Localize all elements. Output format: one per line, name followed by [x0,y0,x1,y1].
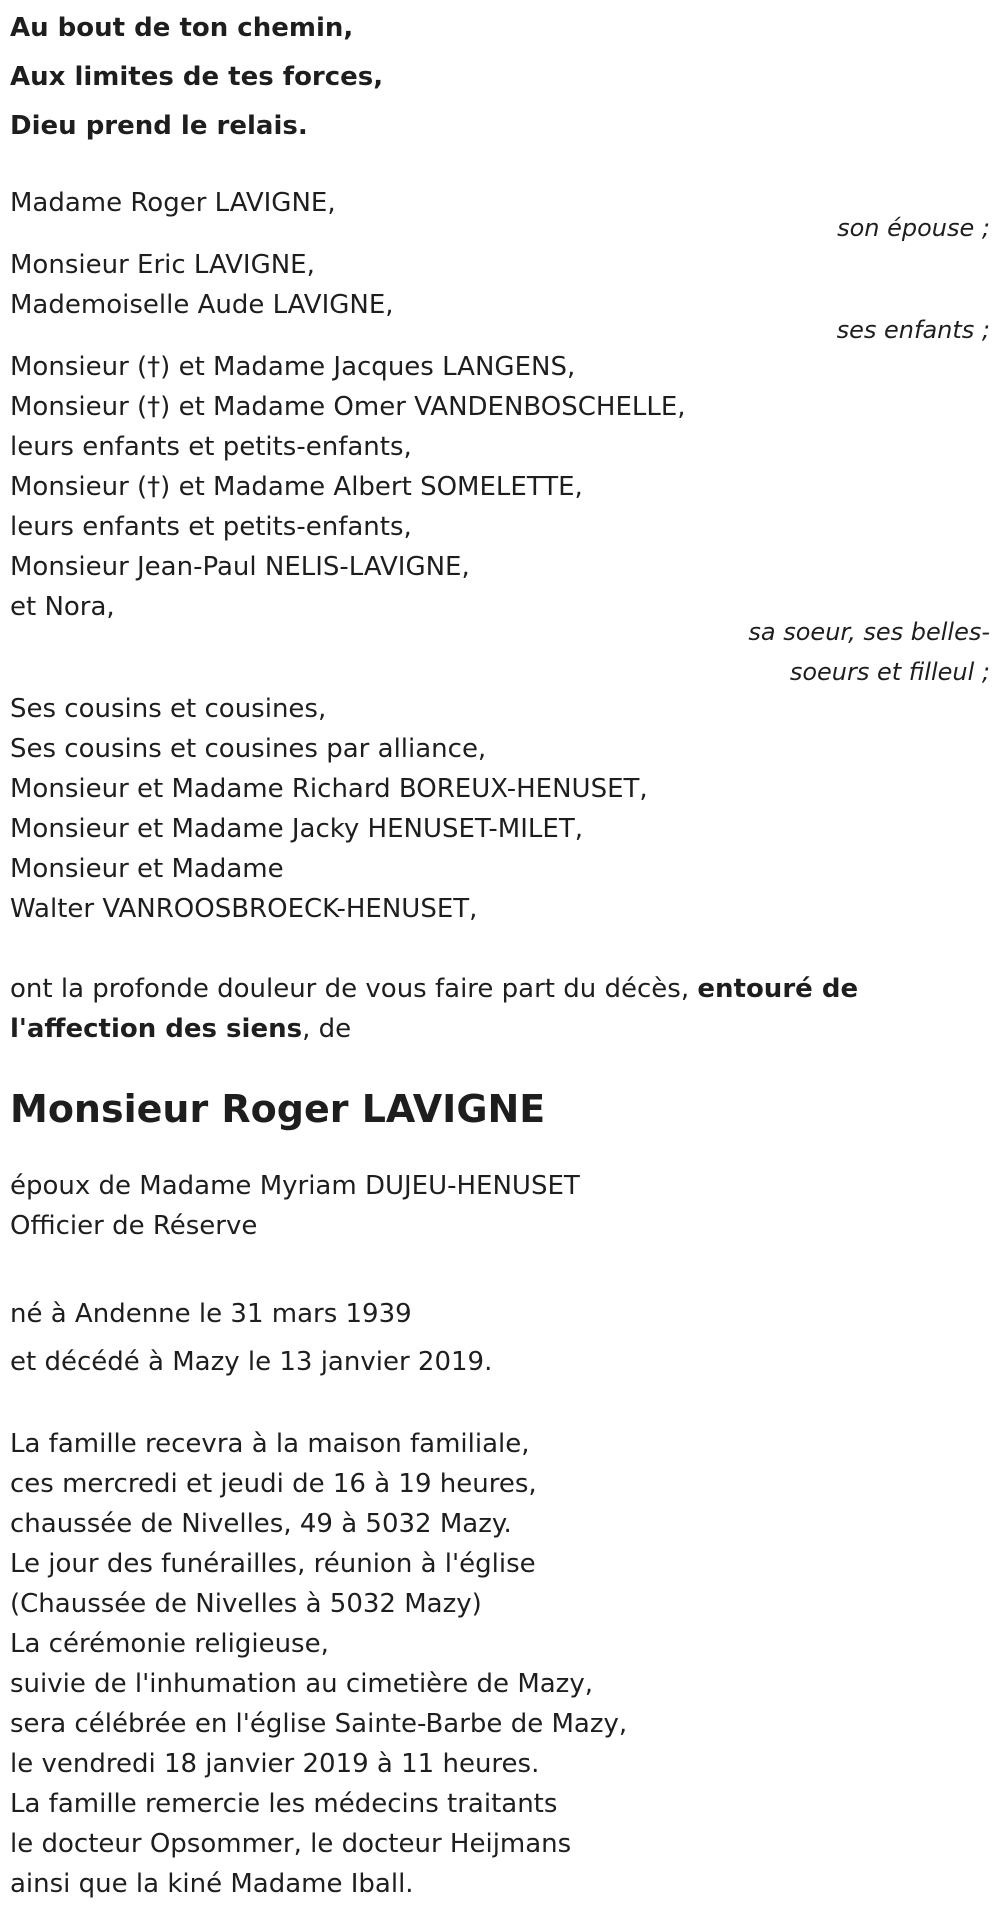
sibling-line: leurs enfants et petits-enfants, [10,432,412,462]
motto-line: Au bout de ton chemin, [10,13,354,43]
motto-line: Aux limites de tes forces, [10,62,384,92]
announcement-line-2 [10,1009,858,1049]
announcement-bold-b: l'affection des siens [10,1014,303,1044]
announcement-tail: , de [302,1014,352,1044]
detail-line: (Chaussée de Nivelles à 5032 Mazy) [10,1589,482,1619]
birth-line: né à Andenne le 31 mars 1939 [10,1299,412,1329]
siblings-role [10,612,990,692]
motto [10,4,383,151]
child-line: Monsieur Eric LAVIGNE, [10,250,315,280]
relative-line: Ses cousins et cousines par alliance, [10,734,487,764]
detail-line: ces mercredi et jeudi de 16 à 19 heures, [10,1469,537,1499]
others-list [10,689,648,929]
detail-line: le vendredi 18 janvier 2019 à 11 heures. [10,1749,540,1779]
detail-line: Le jour des funérailles, réunion à l'église [10,1549,536,1579]
detail-line: le docteur Opsommer, le docteur Heijmans [10,1829,572,1859]
motto-line: Dieu prend le relais. [10,111,308,141]
relative-line: Monsieur et Madame Richard BOREUX-HENUSET, [10,774,648,804]
relative-line: Walter VANROOSBROECK-HENUSET, [10,894,478,924]
detail-line: La famille recevra à la maison familiale, [10,1429,530,1459]
dates [10,1290,492,1386]
sibling-line: leurs enfants et petits-enfants, [10,512,412,542]
announcement-line-1 [10,969,858,1009]
sibling-line: Monsieur (†) et Madame Albert SOMELETTE, [10,472,583,502]
sibling-line: Monsieur (†) et Madame Jacques LANGENS, [10,352,576,382]
announcement [10,969,858,1049]
spouse-of: époux de Madame Myriam DUJEU-HENUSET [10,1171,580,1201]
sibling-line: et Nora, [10,592,115,622]
children-role: ses enfants ; [836,316,990,344]
detail-line: chaussée de Nivelles, 49 à 5032 Mazy. [10,1509,512,1539]
announcement-intro: ont la profonde douleur de vous faire part du décès, [10,974,698,1004]
detail-line: La cérémonie religieuse, [10,1629,329,1659]
detail-line: La famille remercie les médecins traitants [10,1789,558,1819]
deceased-name: Monsieur Roger LAVIGNE [10,1087,546,1131]
detail-line: ainsi que la kiné Madame Iball. [10,1869,414,1899]
sibling-line: Monsieur Jean-Paul NELIS-LAVIGNE, [10,552,470,582]
announcement-bold-a: entouré de [697,974,859,1004]
deceased-title: Officier de Réserve [10,1211,258,1241]
detail-line: sera célébrée en l'église Sainte-Barbe de Mazy, [10,1709,628,1739]
spouse-role: son épouse ; [837,214,990,242]
siblings-role-line: sa soeur, ses belles- [748,618,990,646]
death-line: et décédé à Mazy le 13 janvier 2019. [10,1347,493,1377]
sibling-line: Monsieur (†) et Madame Omer VANDENBOSCHELLE, [10,392,686,422]
child-line: Mademoiselle Aude LAVIGNE, [10,290,394,320]
detail-line: suivie de l'inhumation au cimetière de Mazy, [10,1669,593,1699]
siblings-role-line: soeurs et filleul ; [789,658,990,686]
relative-line: Ses cousins et cousines, [10,694,327,724]
spouse-line: Madame Roger LAVIGNE, [10,188,336,218]
funeral-details [10,1424,627,1904]
siblings-list [10,347,686,627]
relative-line: Monsieur et Madame [10,854,284,884]
relative-line: Monsieur et Madame Jacky HENUSET-MILET, [10,814,583,844]
deceased-info [10,1166,580,1246]
